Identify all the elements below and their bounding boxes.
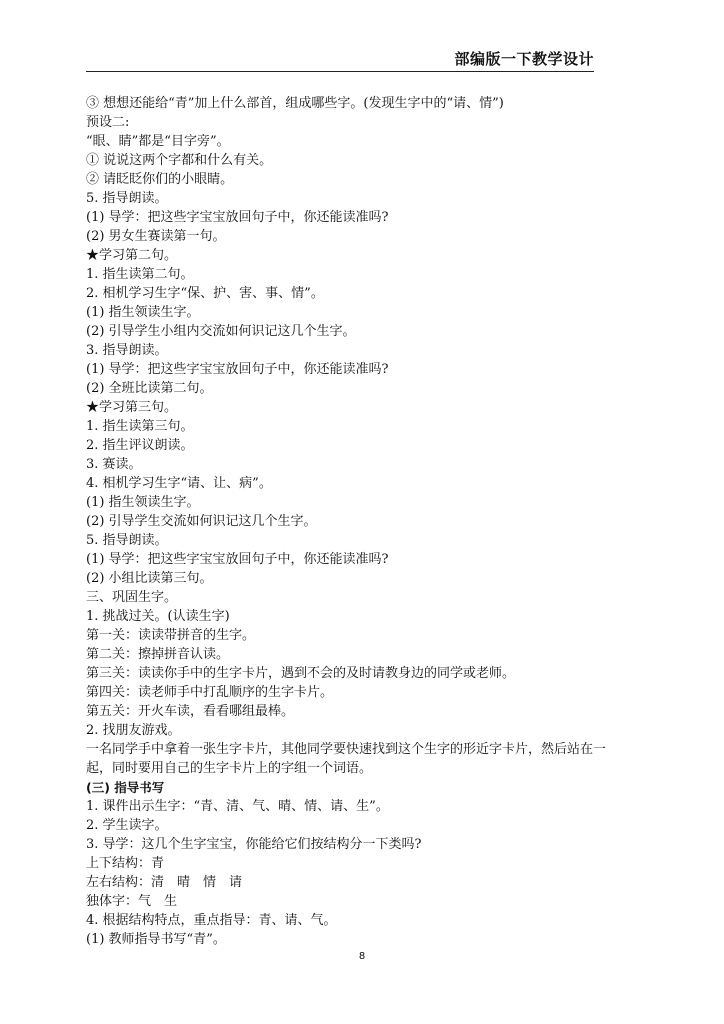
page-number: 8 [358,951,366,962]
body-line: (1) 导学：把这些字宝宝放回句子中，你还能读准吗? [86,210,389,225]
body-line: 2. 学生读字。 [86,818,168,833]
body-line: “眼、睛”都是“目字旁”。 [86,134,230,149]
body-line: (2) 引导学生交流如何识记这几个生字。 [86,514,317,529]
body-line: 预设二: [86,115,130,130]
body-line: 3. 赛读。 [86,457,142,472]
body-line: 上下结构：青 [86,856,165,871]
body-line: 1. 课件出示生字：“青、清、气、晴、情、请、生”。 [86,799,389,814]
body-line: 独体字：气 生 [86,894,178,909]
section-heading: (三) 指导书写 [86,780,165,795]
body-line: (2) 小组比读第三句。 [86,571,213,586]
body-line: (1) 指生领读生字。 [86,495,200,510]
body-line: 第五关：开火车读，看看哪组最棒。 [86,704,295,719]
body-line: 5. 指导朗读。 [86,191,168,206]
body-line: ② 请眨眨你们的小眼睛。 [86,172,234,187]
body-line: (1) 指生领读生字。 [86,305,200,320]
body-line: 1. 挑战过关。(认读生字) [86,609,230,624]
body-line: 第二关：擦掉拼音认读。 [86,647,230,662]
body-line: 1. 指生读第二句。 [86,267,194,282]
body-line: 3. 指导朗读。 [86,343,168,358]
section-heading: ★学习第三句。 [86,400,178,415]
body-line: (2) 引导学生小组内交流如何识记这几个生字。 [86,324,356,339]
body-line: 5. 指导朗读。 [86,533,168,548]
body-line: 左右结构：清 晴 情 请 [86,875,243,890]
body-line: 3. 导学：这几个生字宝宝，你能给它们按结构分一下类吗? [86,837,422,852]
body-line: (1) 导学：把这些字宝宝放回句子中，你还能读准吗? [86,362,389,377]
body-line: 4. 相机学习生字“请、让、病”。 [86,476,272,491]
body-line: 第四关：读老师手中打乱顺序的生字卡片。 [86,685,334,700]
body-line: (1) 导学：把这些字宝宝放回句子中，你还能读准吗? [86,552,389,567]
body-line: (1) 教师指导书写“青”。 [86,932,226,947]
body-line: 1. 指生读第三句。 [86,419,194,434]
body-line: (2) 全班比读第二句。 [86,381,213,396]
body-line: 第一关：读读带拼音的生字。 [86,628,256,643]
body-line: 4. 根据结构特点，重点指导：青、请、气。 [86,913,337,928]
header-rule [86,71,594,72]
body-line: 2. 指生评议朗读。 [86,438,194,453]
body-line: (2) 男女生赛读第一句。 [86,229,226,244]
body-paragraph: 一名同学手中拿着一张生字卡片，其他同学要快速找到这个生字的形近字卡片，然后站在一起，同时要用自己的生字卡片上的字组一个词语。 [86,742,607,776]
section-heading: 三、巩固生字。 [86,590,178,605]
body-line: 第三关：读读你手中的生字卡片，遇到不会的及时请教身边的同学或老师。 [86,666,516,681]
body-line: 2. 找朋友游戏。 [86,723,181,738]
body-line: 2. 相机学习生字“保、护、害、事、情”。 [86,286,324,301]
page-header-title: 部编版一下教学设计 [454,50,594,68]
document-body [86,94,606,949]
body-line: ① 说说这两个字都和什么有关。 [86,153,273,168]
body-line: ③ 想想还能给“青”加上什么部首，组成哪些字。(发现生字中的“请、情”) [86,96,504,111]
section-heading: ★学习第二句。 [86,248,178,263]
